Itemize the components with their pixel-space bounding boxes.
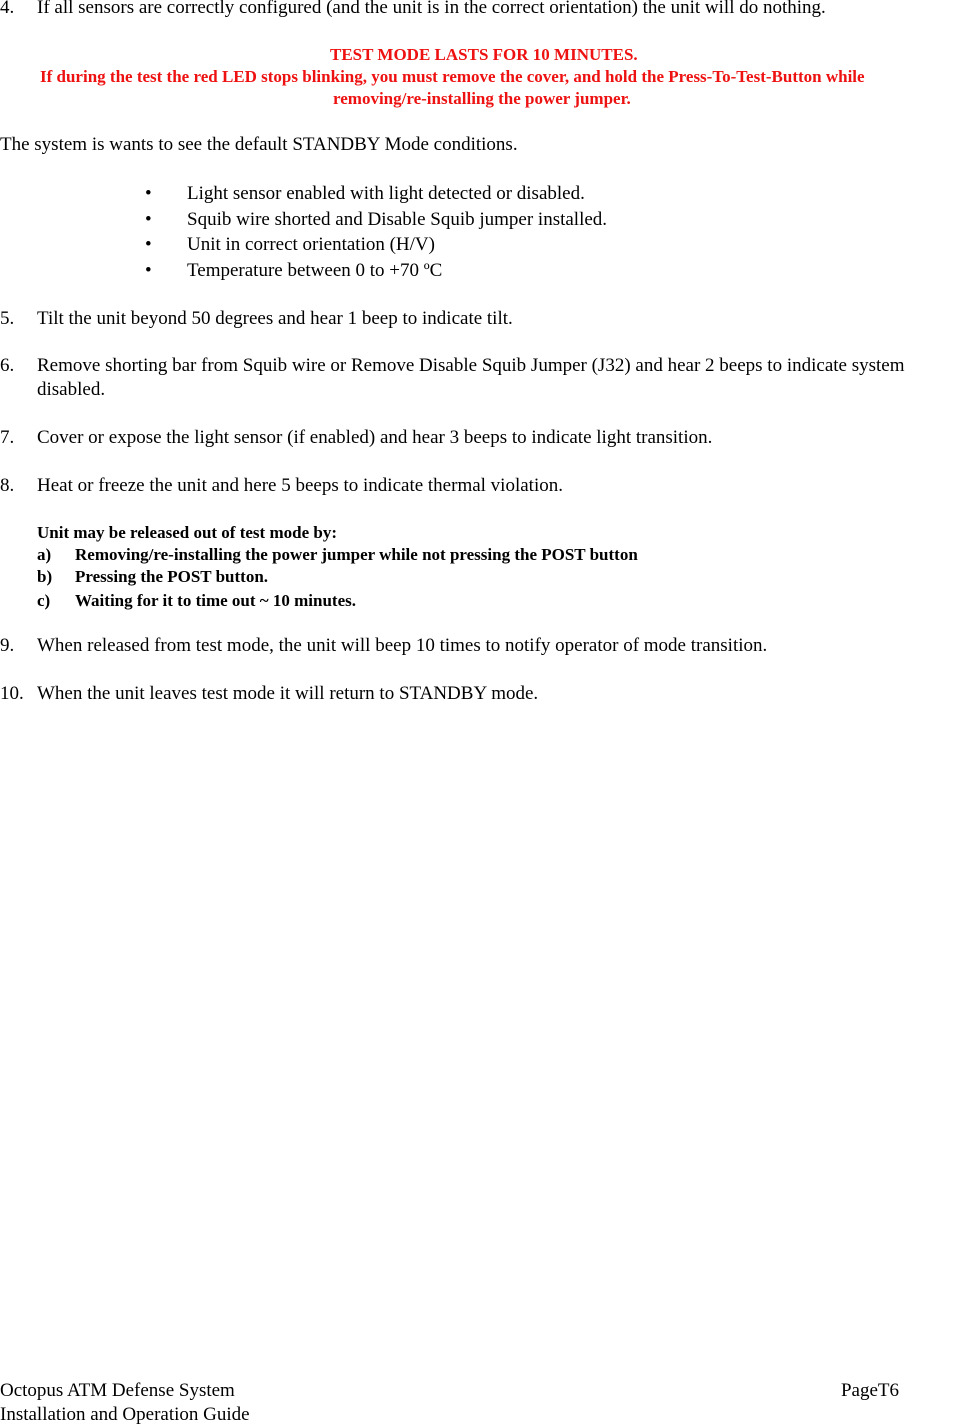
warning-line-2: If during the test the red LED stops blinking, you must remove the cover, and hold the Press-To-Test-Button while [40, 67, 865, 86]
step-text: When released from test mode, the unit will beep 10 times to notify operator of mode transition. [37, 635, 768, 656]
condition-text: Light sensor enabled with light detected or disabled. [187, 183, 585, 204]
step-number: 9. [0, 635, 15, 656]
option-label: b) [37, 567, 53, 586]
standby-intro: The system is wants to see the default STANDBY Mode conditions. [0, 134, 518, 155]
step-number: 4. [0, 0, 15, 18]
release-option [37, 590, 638, 612]
condition-item [145, 232, 607, 258]
page-number: PageT6 [840, 1380, 899, 1401]
condition-text: Temperature between 0 to +70 ºC [187, 259, 443, 281]
step-number: 10. [0, 683, 24, 704]
condition-text: Squib wire shorted and Disable Squib jumper installed. [187, 208, 608, 230]
warning-title: TEST MODE LASTS FOR 10 MINUTES. [330, 45, 638, 64]
step-text: If all sensors are correctly configured (and the unit is in the correct orientation) the unit will do nothing. [37, 0, 826, 18]
release-section [37, 522, 638, 612]
bullet-icon: • [145, 208, 152, 230]
warning-line-3: removing/re-installing the power jumper. [333, 89, 631, 108]
condition-item [145, 181, 607, 207]
release-option [37, 566, 638, 588]
option-text: Waiting for it to time out ~ 10 minutes. [75, 591, 356, 610]
step-text: Remove shorting bar from Squib wire or Remove Disable Squib Jumper (J32) and hear 2 beeps to indicate system disabled. [37, 355, 905, 400]
footer [0, 1379, 250, 1427]
step-number: 7. [0, 427, 15, 448]
step-text: Heat or freeze the unit and here 5 beeps to indicate thermal violation. [37, 475, 563, 496]
step-text: Tilt the unit beyond 50 degrees and hear 1 beep to indicate tilt. [37, 308, 513, 329]
option-text: Removing/re-installing the power jumper while not pressing the POST button [75, 545, 638, 564]
bullet-icon: • [145, 259, 152, 281]
condition-item [145, 207, 607, 233]
bullet-icon: • [145, 183, 152, 204]
step-number: 6. [0, 355, 15, 376]
option-label: c) [37, 591, 51, 610]
step-number: 5. [0, 308, 15, 329]
bullet-icon: • [145, 234, 152, 255]
step-number: 8. [0, 475, 15, 496]
step-text: Cover or expose the light sensor (if enabled) and hear 3 beeps to indicate light transition. [37, 427, 713, 448]
release-option [37, 544, 638, 566]
release-heading: Unit may be released out of test mode by: [37, 523, 337, 542]
condition-text: Unit in correct orientation (H/V) [187, 234, 435, 255]
condition-item [145, 258, 607, 284]
option-text: Pressing the POST button. [75, 567, 269, 586]
option-label: a) [37, 545, 52, 564]
conditions-list [145, 181, 607, 283]
step-text: When the unit leaves test mode it will return to STANDBY mode. [37, 683, 539, 704]
footer-title: Octopus ATM Defense System [0, 1380, 235, 1401]
footer-subtitle: Installation and Operation Guide [0, 1404, 250, 1425]
